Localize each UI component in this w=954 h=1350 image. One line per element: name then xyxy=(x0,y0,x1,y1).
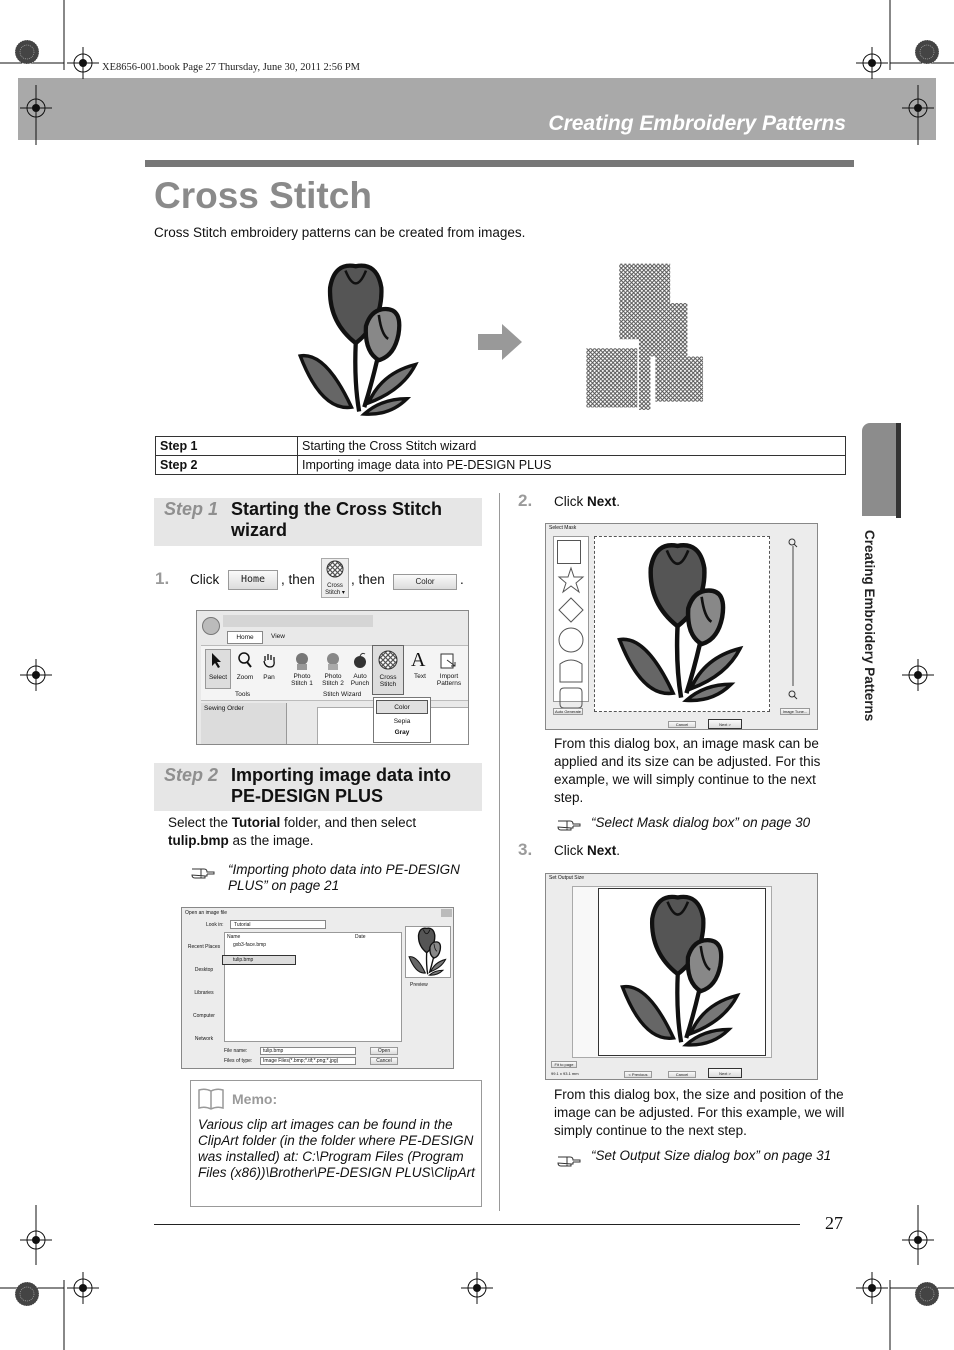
footer-rule xyxy=(154,1224,800,1225)
reference-hand-icon xyxy=(556,816,582,834)
preview-tulip xyxy=(406,927,450,977)
open-image-dialog-screenshot xyxy=(181,907,454,1069)
intro-text: Cross Stitch embroidery patterns can be created from images. xyxy=(154,225,526,240)
step1-title-line2: wizard xyxy=(231,520,288,540)
place-network[interactable]: Network xyxy=(194,1036,214,1042)
wizard-auto-punch[interactable]: Auto Punch xyxy=(350,673,370,687)
step1-title-line1: Starting the Cross Stitch xyxy=(231,499,443,519)
menu-item-sepia[interactable]: Sepia xyxy=(393,718,411,725)
file-type-select[interactable]: Image Files(*.bmp;*.tif;*.png;*.jpg) xyxy=(260,1057,356,1065)
output-image-frame[interactable] xyxy=(598,888,766,1056)
step1-label: Step 1 xyxy=(164,499,219,519)
mask-circle[interactable] xyxy=(556,626,586,654)
memo-text: Various clip art images can be found in the ClipArt folder (in the folder where PE-DESIGN was installed) at: C:\Program Files (Program Files (x86))\Brother\PE-DESIGN PLUS\ClipArt xyxy=(198,1117,475,1180)
zoom-slider[interactable] xyxy=(792,546,794,686)
place-desktop[interactable]: Desktop xyxy=(194,967,214,973)
file-list xyxy=(224,932,402,1042)
preview-checkbox[interactable]: Preview xyxy=(410,982,428,988)
text-run: . xyxy=(616,843,621,858)
zoom-out-icon[interactable] xyxy=(788,690,798,700)
menu-item-color[interactable]: Color xyxy=(376,700,428,714)
text-run: . xyxy=(616,494,621,509)
auto-generate-button[interactable]: Auto Generate xyxy=(554,709,582,714)
file-name-label: File name: xyxy=(224,1048,248,1054)
menu-item-gray[interactable]: Gray xyxy=(394,729,410,736)
zoom-icon xyxy=(238,652,252,668)
step1-title xyxy=(231,499,476,541)
cross-stitch-tulip-illustration xyxy=(578,262,718,414)
side-tab-edge xyxy=(896,423,901,518)
tool-zoom[interactable]: Zoom xyxy=(236,674,254,681)
wizard-photo-stitch-1[interactable]: Photo Stitch 1 xyxy=(291,673,313,687)
fit-to-page-button[interactable]: Fit to page xyxy=(551,1061,577,1068)
col-date-header: Date xyxy=(355,934,366,940)
tools-group-label: Tools xyxy=(235,691,251,698)
side-tab-text: Creating Embroidery Patterns xyxy=(862,530,877,722)
step2-title xyxy=(231,765,481,807)
previous-button[interactable]: < Previous xyxy=(624,1071,652,1078)
reference-hand-icon xyxy=(190,864,216,882)
wizard-photo-stitch-2[interactable]: Photo Stitch 2 xyxy=(322,673,344,687)
select-arrow-icon xyxy=(211,652,223,668)
cross-stitch-label-1: Cross xyxy=(327,583,343,589)
mask-shape-6[interactable] xyxy=(556,686,586,710)
tab-home[interactable]: Home xyxy=(227,631,263,644)
pan-icon xyxy=(262,652,276,668)
places-bar xyxy=(185,934,223,1050)
file-row[interactable]: gxb3-face.bmp xyxy=(233,942,267,948)
place-computer[interactable]: Computer xyxy=(193,1013,215,1019)
mask-shape-5[interactable] xyxy=(556,656,586,684)
instruction-text: , then xyxy=(281,572,315,587)
set-output-size-dialog-screenshot xyxy=(545,873,818,1080)
column-divider xyxy=(499,493,500,1211)
mask-description: From this dialog box, an image mask can be applied and its size can be adjusted. For this example, we will simply continue to the next step. xyxy=(554,736,821,805)
zoom-in-icon[interactable] xyxy=(788,538,798,548)
text-run: Select the xyxy=(168,815,232,830)
reference-link[interactable]: “Select Mask dialog box” on page 30 xyxy=(591,815,811,830)
file-name-input[interactable]: tulip.bmp xyxy=(260,1047,356,1055)
color-menu-label: Color xyxy=(415,577,435,586)
step-number: 1. xyxy=(155,569,170,588)
cancel-button[interactable]: Cancel xyxy=(668,1071,696,1078)
app-orb-icon[interactable] xyxy=(202,617,220,635)
side-tab-label xyxy=(862,530,882,770)
dialog-title: Open an image file xyxy=(185,910,227,916)
page-title: Cross Stitch xyxy=(154,175,372,216)
table-cell: Importing image data into PE-DESIGN PLUS xyxy=(298,456,846,475)
wizard-group-label: Stitch Wizard xyxy=(323,691,362,698)
look-in-label: Look in: xyxy=(206,922,224,928)
output-description: From this dialog box, the size and position of the image can be adjusted. For this example, we will simply continue to the next step. xyxy=(554,1087,845,1138)
table-cell: Step 2 xyxy=(156,456,298,475)
tulip-file-name: tulip.bmp xyxy=(168,833,229,848)
color-menu-button[interactable] xyxy=(393,574,457,590)
mask-preview-area xyxy=(594,536,770,712)
photo-stitch-2-icon xyxy=(325,652,341,670)
step-number: 3. xyxy=(518,840,533,859)
instruction-text: Click xyxy=(190,572,220,587)
title-rule xyxy=(145,160,854,167)
preview-box xyxy=(405,926,451,978)
instruction-text xyxy=(554,493,620,511)
dialog-close-icon[interactable] xyxy=(441,909,452,917)
ribbon-screenshot xyxy=(196,610,469,745)
cross-stitch-button[interactable] xyxy=(321,558,349,598)
step-number: 2. xyxy=(518,491,533,510)
mask-square[interactable] xyxy=(557,540,581,564)
page-number: 27 xyxy=(825,1213,843,1233)
text-run: Click xyxy=(554,843,587,858)
table-cell: Step 1 xyxy=(156,437,298,456)
next-word: Next xyxy=(587,494,617,509)
table-row xyxy=(156,456,846,475)
cancel-button[interactable]: Cancel xyxy=(668,721,696,728)
cancel-button[interactable]: Cancel xyxy=(370,1057,398,1065)
arrow-right-icon xyxy=(478,324,522,360)
auto-punch-icon xyxy=(353,652,367,670)
table-row xyxy=(156,437,846,456)
mask-diamond[interactable] xyxy=(556,596,586,624)
home-tab-label: Home xyxy=(240,574,266,585)
home-tab-button[interactable] xyxy=(228,570,278,590)
place-libraries[interactable]: Libraries xyxy=(194,990,214,996)
memo-heading: Memo: xyxy=(232,1091,278,1107)
text-run: Click xyxy=(554,494,587,509)
step2-title-line2: PE-DESIGN PLUS xyxy=(231,786,384,806)
text-icon: A xyxy=(411,649,426,671)
file-row-selected[interactable]: tulip.bmp xyxy=(222,955,296,965)
section-title: Creating Embroidery Patterns xyxy=(548,112,846,135)
tool-pan[interactable]: Pan xyxy=(263,674,275,681)
wizard-import-patterns[interactable]: Import Patterns xyxy=(436,673,462,687)
reference-hand-icon xyxy=(556,1152,582,1170)
dialog-title: Select Mask xyxy=(549,525,577,531)
reference-link[interactable]: “Set Output Size dialog box” on page 31 xyxy=(591,1148,832,1163)
text-run: folder, and then select xyxy=(280,815,417,830)
file-type-label: Files of type: xyxy=(224,1058,253,1064)
instruction-text xyxy=(554,842,620,860)
sewing-order-title: Sewing Order xyxy=(204,705,244,712)
mask-star[interactable] xyxy=(556,566,586,594)
quick-access-toolbar xyxy=(223,615,373,627)
cross-stitch-icon xyxy=(325,560,345,578)
next-button[interactable]: Next > xyxy=(708,1068,742,1078)
steps-table xyxy=(155,436,846,475)
tulip-illustration xyxy=(285,262,435,420)
import-patterns-icon xyxy=(439,652,457,670)
instruction-text: , then xyxy=(351,572,385,587)
wizard-cross-stitch[interactable]: Cross Stitch xyxy=(372,645,404,695)
tab-view[interactable]: View xyxy=(271,633,285,640)
photo-stitch-1-icon xyxy=(294,652,310,670)
mask-tulip xyxy=(595,537,769,711)
col-name-header: Name xyxy=(227,934,241,940)
color-dropdown-menu xyxy=(373,697,431,743)
select-mask-dialog-screenshot xyxy=(545,523,818,730)
size-readout: 99.1 x 93.1 mm xyxy=(551,1071,579,1076)
next-word: Next xyxy=(587,843,617,858)
memo-book-icon xyxy=(198,1088,224,1110)
output-tulip xyxy=(599,889,765,1055)
cross-stitch-icon xyxy=(378,650,398,670)
mask-shape-list xyxy=(553,536,589,702)
cross-stitch-label-2: Stitch ▾ xyxy=(325,590,345,596)
step2-label: Step 2 xyxy=(164,765,219,785)
side-tab xyxy=(862,423,900,516)
next-button[interactable]: Next > xyxy=(708,719,742,729)
place-recent[interactable]: Recent Places xyxy=(187,944,221,950)
step2-title-line1: Importing image data into xyxy=(231,765,452,785)
reference-link[interactable]: “Importing photo data into PE-DESIGN PLUS” on page 21 xyxy=(228,862,460,893)
open-button[interactable]: Open xyxy=(370,1047,398,1055)
table-cell: Starting the Cross Stitch wizard xyxy=(298,437,846,456)
look-in-select[interactable]: Tutorial xyxy=(230,920,326,929)
tutorial-folder-name: Tutorial xyxy=(231,815,281,830)
file-info: XE8656-001.book Page 27 Thursday, June 30, 2011 2:56 PM xyxy=(102,62,361,73)
wizard-text[interactable]: Text xyxy=(414,673,426,680)
step2-text xyxy=(168,814,478,850)
instruction-text: . xyxy=(460,572,464,587)
text-run: as the image. xyxy=(228,833,314,848)
tool-select[interactable]: Select xyxy=(205,649,231,689)
image-tune-button[interactable]: Image Tune... xyxy=(780,708,810,715)
dialog-title: Set Output Size xyxy=(549,875,585,881)
